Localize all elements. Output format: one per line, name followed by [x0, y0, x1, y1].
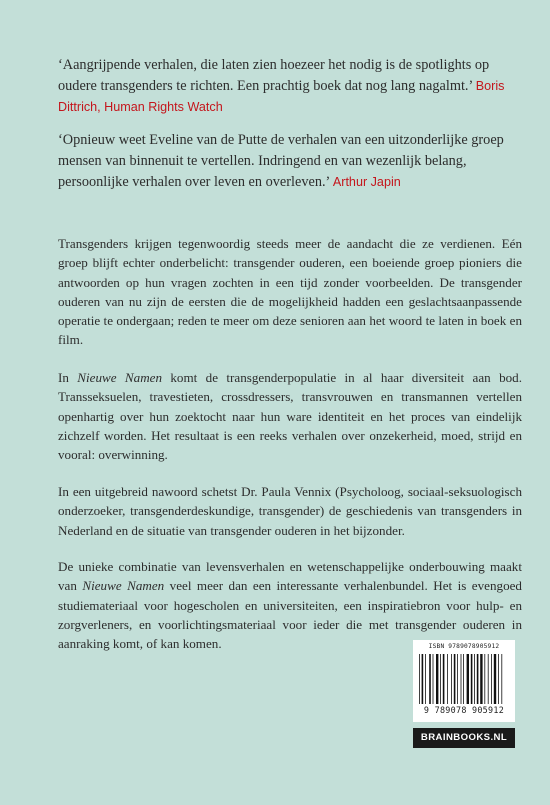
barcode-bar: [488, 654, 489, 704]
barcode-bar: [461, 654, 462, 704]
book-title-italic: Nieuwe Namen: [82, 578, 165, 594]
barcode-bar: [433, 654, 434, 704]
blurb-text: Transgenders krijgen tegenwoordig steeds meer de aandacht die ze verdienen. Eén groep blijft echter onderbelicht: transgender ouderen, een boeiende groep pioniers die antwoorden op hun vragen zochten in een tijd zonder voorbeelden. De transgender ouderen van nu zijn de eersten die de mogelijkheid hadden een geslachtsaanpassende operatie te ondergaan; reden te meer om deze senioren aan het woord te laten in boek en film.: [58, 236, 522, 348]
quote-text: ‘Aangrijpende verhalen, die laten zien hoezeer het nodig is de spotlights op oudere transgenders te richten. Een prachtig boek dat nog lang nagalmt.’: [58, 57, 490, 94]
barcode-bar: [422, 654, 424, 704]
barcode-bar: [419, 654, 420, 704]
barcode-bar: [454, 654, 456, 704]
barcode-bar: [471, 654, 473, 704]
barcode-bar: [451, 654, 452, 704]
barcode-bar: [501, 654, 502, 704]
quote-text: ‘Opnieuw weet Eveline van de Putte de verhalen van een uitzonderlijke groep mensen van binnenuit te vertellen. Indringend en van wezenlijk belang, persoonlijke verhalen over leven en overleven.’: [58, 132, 504, 190]
barcode-bar: [436, 654, 438, 704]
blurb-paragraph: [58, 482, 522, 540]
blurb-text: veel meer dan een interessante verhalenbundel. Het is evengoed studiemateriaal voor hogescholen en universiteiten, een inspiratiebron voor hulp- en zorgverleners, en voorlichtingsmateriaal voor ieder die met transgender ouderen in aanraking komt, of kan komen.: [58, 578, 522, 652]
quote-attribution: Arthur Japin: [332, 175, 401, 189]
review-quote: [58, 55, 518, 118]
barcode-digits: 9 789078 905912: [423, 705, 505, 715]
blurb-text: In: [58, 370, 78, 385]
blurb-paragraph: [58, 234, 522, 350]
isbn-barcode: [413, 640, 515, 722]
barcode-bar: [429, 654, 431, 704]
barcode-bar: [494, 654, 496, 704]
barcode-bar: [484, 654, 485, 704]
barcode-bar: [498, 654, 499, 704]
barcode-bar: [425, 654, 426, 704]
barcode-bar: [474, 654, 475, 704]
barcode-bars: [419, 654, 509, 704]
book-title-italic: Nieuwe Namen: [77, 370, 163, 385]
blurb-text: komt de transgenderpopulatie in al haar diversiteit aan bod. Transseksuelen, travestieten, crossdressers, transvrouwen en transmannen vertellen openhartig over hun zoektocht naar hun ware identiteit en het proces van eindelijk zichzelf worden. Het resultaat is een reeks verhalen over onzekerheid, moed, strijd en vooral: overwinning.: [58, 370, 522, 463]
barcode-bar: [463, 654, 464, 704]
review-quote: [58, 130, 518, 193]
barcode-bar: [440, 654, 441, 704]
blurb-paragraph: [58, 557, 522, 653]
isbn-label: ISBN 9789078905912: [428, 643, 500, 650]
barcode-bar: [467, 654, 469, 704]
blurb-paragraph: [58, 368, 522, 464]
barcode-bar: [443, 654, 445, 704]
barcode-bar: [480, 654, 482, 704]
blurb-text: In een uitgebreid nawoord schetst Dr. Paula Vennix (Psycholoog, sociaal-seksuologisch onderzoeker, transgenderdeskundige, transgender) de geschiedenis van transgenders in Nederland en de situatie van transgender ouderen in het bijzonder.: [58, 484, 522, 538]
quote-attribution: Boris Dittrich, Human Rights Watch: [58, 79, 505, 114]
publisher-label: BRAINBOOKS.NL: [413, 728, 515, 748]
barcode-bar: [447, 654, 448, 704]
blurb-text: De unieke combinatie van levensverhalen en wetenschappelijke onderbouwing maakt van: [58, 559, 522, 594]
barcode-bar: [491, 654, 492, 704]
barcode-bar: [477, 654, 479, 704]
barcode-bar: [457, 654, 458, 704]
